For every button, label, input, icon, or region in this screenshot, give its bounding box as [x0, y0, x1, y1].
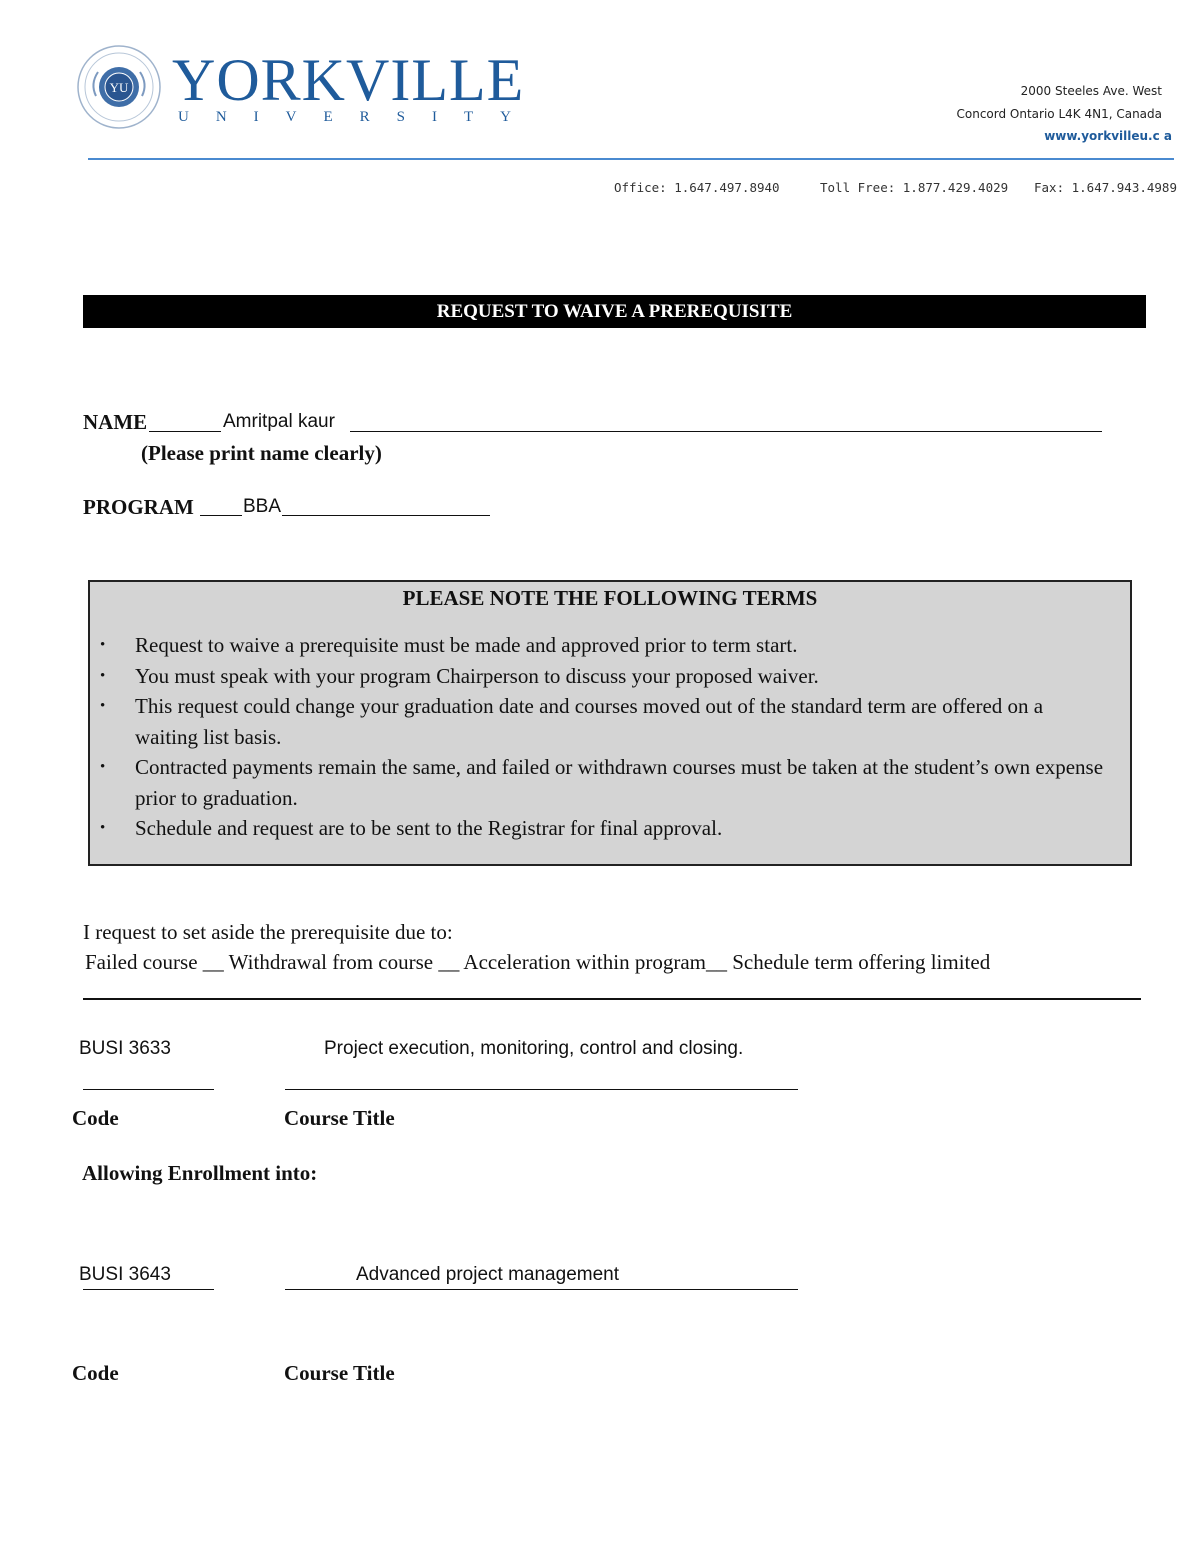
seal-monogram: YU	[109, 80, 129, 95]
bullet-icon: •	[100, 759, 106, 775]
target-title-label: Course Title	[284, 1361, 395, 1385]
terms-item-text: Schedule and request are to be sent to the Registrar for final approval.	[135, 816, 723, 840]
name-underline-right	[350, 431, 1102, 432]
toll-free-phone: Toll Free: 1.877.429.4029	[820, 180, 1009, 195]
name-field[interactable]: Amritpal kaur	[223, 411, 335, 432]
target-title-underline	[285, 1289, 798, 1290]
program-underline-right	[282, 515, 490, 516]
bullet-icon: •	[100, 698, 106, 714]
university-seal-logo	[76, 44, 162, 130]
name-instruction: (Please print name clearly)	[141, 441, 382, 465]
target-course-code-field[interactable]: BUSI 3643	[79, 1264, 171, 1285]
name-underline-left	[149, 431, 221, 432]
bullet-icon: •	[100, 820, 106, 836]
waived-title-label: Course Title	[284, 1106, 395, 1130]
reason-options[interactable]: Failed course __ Withdrawal from course __ Acceleration within program__ Schedule term offering limited	[85, 950, 991, 974]
reason-divider	[83, 998, 1141, 1000]
university-wordmark: YORKVILLE	[172, 47, 525, 113]
address-line-1: 2000 Steeles Ave. West	[1020, 84, 1162, 98]
fax-number: Fax: 1.647.943.4989	[1034, 180, 1177, 195]
bullet-icon: •	[100, 637, 106, 653]
program-label: PROGRAM	[83, 495, 194, 519]
header-divider	[88, 158, 1174, 160]
terms-item-text: Contracted payments remain the same, and failed or withdrawn courses must be taken at the student’s own expense prior to graduation.	[135, 755, 1104, 810]
waived-code-label: Code	[72, 1106, 119, 1130]
target-code-label: Code	[72, 1361, 119, 1385]
terms-item-text: You must speak with your program Chairperson to discuss your proposed waiver.	[135, 663, 819, 688]
waived-code-underline	[83, 1089, 214, 1090]
waived-course-title-field[interactable]: Project execution, monitoring, control and closing.	[324, 1038, 744, 1059]
office-phone: Office: 1.647.497.8940	[614, 180, 780, 195]
terms-item-text: This request could change your graduation date and courses moved out of the standard term are offered on a waiting list basis.	[135, 694, 1044, 749]
waived-course-code-field[interactable]: BUSI 3633	[79, 1038, 171, 1059]
terms-item	[100, 630, 1110, 661]
terms-item	[100, 691, 1110, 752]
program-underline-left	[200, 515, 242, 516]
program-field[interactable]: BBA	[243, 496, 282, 517]
address-line-2: Concord Ontario L4K 4N1, Canada	[956, 107, 1162, 121]
bullet-icon: •	[100, 667, 106, 684]
allowing-enrollment-label: Allowing Enrollment into:	[82, 1161, 318, 1185]
terms-item	[100, 661, 1110, 692]
website-link[interactable]: www.yorkvilleu.c a	[1044, 129, 1172, 143]
reason-intro: I request to set aside the prerequisite due to:	[83, 920, 453, 944]
terms-item	[100, 752, 1110, 813]
name-label: NAME	[83, 410, 148, 434]
terms-heading: PLEASE NOTE THE FOLLOWING TERMS	[402, 586, 818, 610]
form-title: REQUEST TO WAIVE A PREREQUISITE	[83, 295, 1146, 328]
terms-item	[100, 813, 1110, 844]
terms-item-text: Request to waive a prerequisite must be made and approved prior to term start.	[135, 633, 798, 657]
terms-list	[100, 630, 1110, 844]
target-course-title-field[interactable]: Advanced project management	[356, 1264, 619, 1285]
university-wordmark-sub: UNIVERSITY	[178, 109, 538, 125]
waived-title-underline	[285, 1089, 798, 1090]
target-code-underline	[83, 1289, 214, 1290]
